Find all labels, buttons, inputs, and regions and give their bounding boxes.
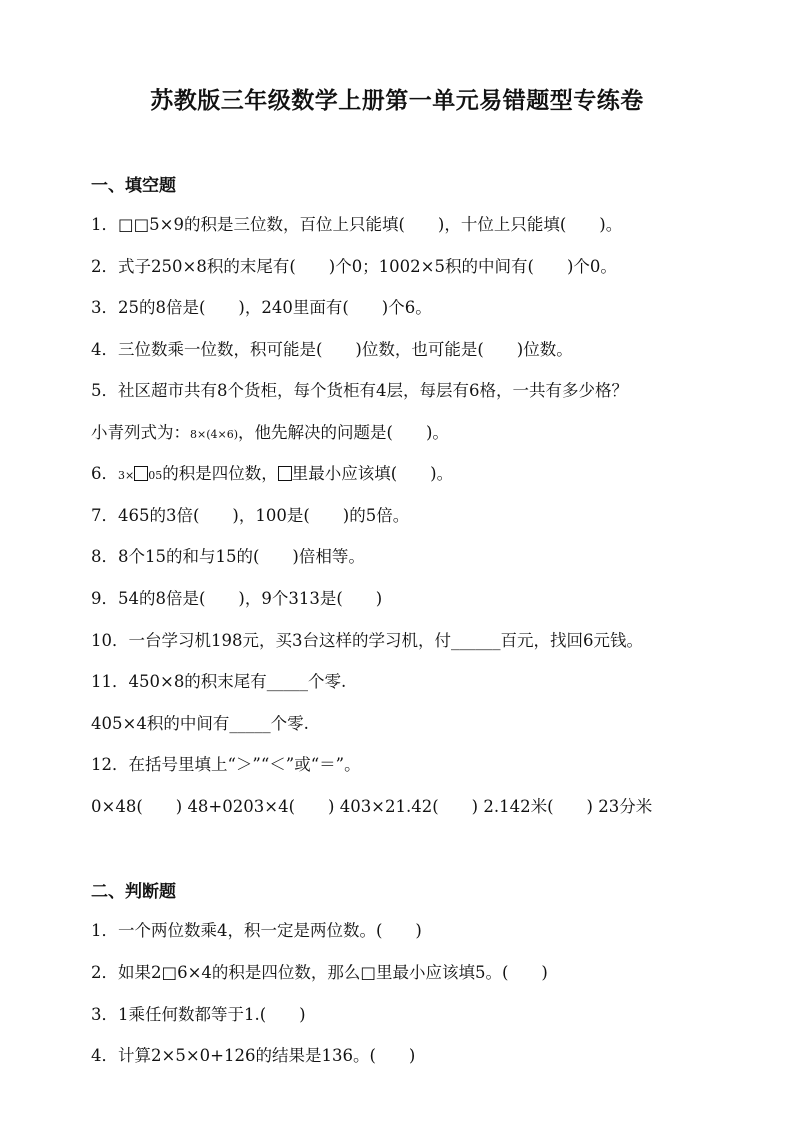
question-2-3: 3．1乘任何数都等于1.( ) — [91, 1005, 306, 1024]
question-2-4: 4．计算2×5×0+126的结果是136。( ) — [91, 1046, 416, 1065]
question-1-4: 4．三位数乘一位数，积可能是( )位数，也可能是( )位数。 — [91, 340, 573, 359]
question-1-3: 3．25的8倍是( )，240里面有( )个6。 — [91, 298, 432, 317]
q6-number: 6． — [91, 464, 118, 483]
q5-formula: 8×(4×6) — [190, 428, 239, 441]
page-title: 苏教版三年级数学上册第一单元易错题型专练卷 — [150, 87, 644, 114]
question-1-6 — [91, 460, 453, 484]
question-1-10: 10．一台学习机198元，买3台这样的学习机，付______百元，找回6元钱。 — [91, 631, 643, 650]
section-heading-true-false: 二、判断题 — [91, 882, 176, 902]
question-1-12-items: 0×48( ) 48+0203×4( ) 403×21.42( ) 2.142米( ) 23分米 — [91, 797, 653, 816]
q6-factor: 3× — [118, 469, 135, 482]
q6-text: 的积是四位数， — [162, 464, 278, 483]
blank-box — [134, 466, 148, 481]
section-heading-fill-in: 一、填空题 — [91, 176, 176, 196]
question-1-11-line-2: 405×4积的中间有_____个零. — [91, 714, 309, 733]
q6-digits: 05 — [148, 469, 163, 482]
question-1-5-line-1: 5．社区超市共有8个货柜，每个货柜有4层，每层有6格，一共有多少格？ — [91, 381, 628, 400]
question-1-12: 12．在括号里填上“＞”“＜”或“＝”。 — [91, 755, 361, 774]
blank-box — [278, 466, 292, 481]
question-1-2: 2．式子250×8积的末尾有( )个0；1002×5积的中间有( )个0。 — [91, 257, 617, 276]
question-2-2: 2．如果2□6×4的积是四位数，那么□里最小应该填5。( ) — [91, 963, 548, 982]
q5-prefix: 小青列式为： — [91, 423, 190, 442]
q6-text-end: 里最小应该填( )。 — [291, 464, 454, 483]
question-1-9: 9．54的8倍是( )，9个313是( ) — [91, 589, 383, 608]
question-1-11-line-1: 11．450×8的积末尾有_____个零. — [91, 672, 347, 691]
question-1-7: 7．465的3倍( )，100是( )的5倍。 — [91, 506, 410, 525]
question-2-1: 1．一个两位数乘4，积一定是两位数。( ) — [91, 921, 422, 940]
question-1-5-line-2 — [91, 419, 449, 443]
q5-suffix: ，他先解决的问题是( )。 — [238, 423, 449, 442]
question-1-8: 8．8个15的和与15的( )倍相等。 — [91, 547, 365, 566]
question-1-1: 1．□□5×9的积是三位数，百位上只能填( )，十位上只能填( )。 — [91, 215, 623, 234]
